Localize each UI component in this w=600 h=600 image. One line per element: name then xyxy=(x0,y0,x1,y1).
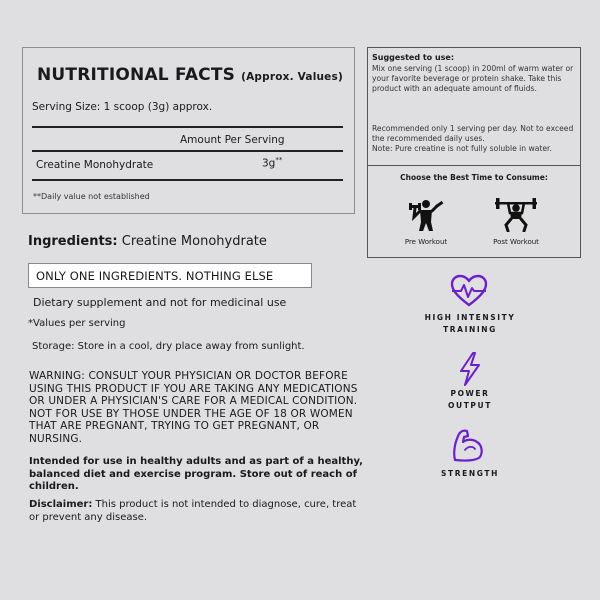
only-one-ingredient-banner: ONLY ONE INGREDIENTS. NOTHING ELSE xyxy=(28,263,312,288)
nutrition-facts-panel xyxy=(22,47,355,214)
divider xyxy=(32,179,343,181)
storage-instructions: Storage: Store in a cool, dry place away from sunlight. xyxy=(32,341,305,352)
disclaimer-label: Disclaimer: xyxy=(29,499,93,510)
ingredients-value: Creatine Monohydrate xyxy=(117,234,267,249)
divider xyxy=(32,126,343,128)
suggested-use-text: Mix one serving (1 scoop) in 200ml of warm water or your favorite beverage or protein shake. Take this product with an adequate amount of fluids. xyxy=(372,64,574,94)
recommendation-block xyxy=(372,124,578,155)
feature-label-line: OUTPUT xyxy=(448,400,492,410)
divider xyxy=(368,165,580,166)
solubility-note: Note: Pure creatine is not fully soluble in water. xyxy=(372,144,552,154)
serving-size: Serving Size: 1 scoop (3g) approx. xyxy=(32,101,213,113)
dumbbell-curl-icon xyxy=(406,198,446,232)
warning-text: WARNING: CONSULT YOUR PHYSICIAN OR DOCTOR BEFORE USING THIS PRODUCT IF YOU ARE TAKING ANY MEDICATIONS OR UNDER A PHYSICIAN'S CARE FOR A MEDICAL CONDITION. NOT FOR USE BY THOSE UNDER THE AGE OF 18 OR WOMEN THAT ARE PREGNANT, TRYING TO GET PREGNANT, OR NURSING. xyxy=(29,370,358,445)
suggested-use-panel xyxy=(367,47,581,258)
feature-label-line: HIGH INTENSITY xyxy=(424,313,516,322)
intended-use-text: Intended for use in healthy adults and as part of a healthy, balanced diet and exercise program. Store out of reach of children. xyxy=(29,456,363,492)
strength-label xyxy=(420,468,520,480)
ingredients-label: Ingredients: xyxy=(28,234,118,249)
barbell-squat-icon xyxy=(493,198,539,232)
disclaimer xyxy=(29,499,364,524)
nutrition-title-text: NUTRITIONAL FACTS xyxy=(37,65,236,85)
pre-workout-label: Pre Workout xyxy=(404,238,448,246)
values-per-serving-note: *Values per serving xyxy=(28,318,126,329)
divider xyxy=(32,150,343,152)
nutrient-value xyxy=(262,156,282,170)
amount-per-serving-header: Amount Per Serving xyxy=(180,134,285,146)
ingredients-line xyxy=(28,234,267,249)
nutrient-name: Creatine Monohydrate xyxy=(36,159,154,171)
disclaimer-text: This product is not intended to diagnose, cure, treat or prevent any disease. xyxy=(29,499,357,523)
nutrition-title xyxy=(37,65,343,85)
feature-label-line: POWER xyxy=(450,389,490,398)
high-intensity-training-label xyxy=(420,312,520,335)
flexed-arm-icon xyxy=(449,428,489,462)
heartbeat-icon xyxy=(449,274,489,308)
nutrient-footnote-mark: ** xyxy=(275,156,283,164)
dietary-supplement-note: Dietary supplement and not for medicinal use xyxy=(33,296,287,309)
approx-values-note: (Approx. Values) xyxy=(241,71,343,83)
daily-value-footnote: **Daily value not established xyxy=(33,192,150,201)
post-workout-label: Post Workout xyxy=(493,238,539,246)
suggested-use-title: Suggested to use: xyxy=(372,53,455,62)
feature-label-line: TRAINING xyxy=(443,324,497,334)
recommendation-text: Recommended only 1 serving per day. Not to exceed the recommended daily uses. xyxy=(372,124,574,144)
power-output-label xyxy=(420,388,520,411)
feature-label-line: STRENGTH xyxy=(441,469,499,478)
best-time-heading: Choose the Best Time to Consume: xyxy=(400,173,548,182)
lightning-icon xyxy=(449,352,489,386)
nutrient-amount: 3g xyxy=(262,157,276,170)
